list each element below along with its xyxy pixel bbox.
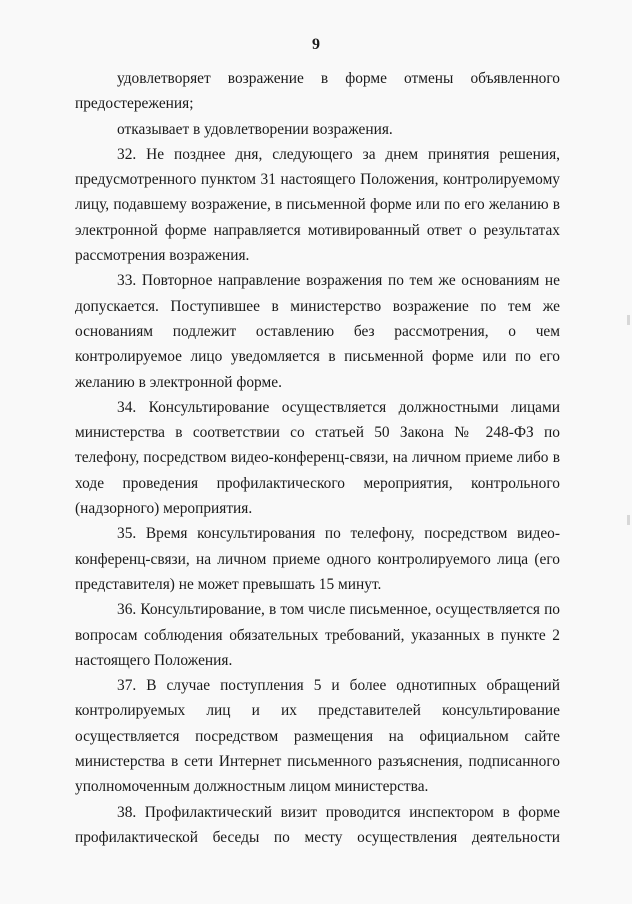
scan-artifact	[627, 315, 630, 325]
paragraph-32: 32. Не позднее дня, следующего за днем принятия решения, предусмотренного пунктом 31 настоящего Положения, контролируемому лицу, подавшему возражение, в письменной форме или по его желанию в электронной форме направляется мотивированный ответ о результатах рассмотрения возражения.	[75, 145, 560, 265]
page-number: 9	[312, 36, 320, 53]
document-body	[75, 66, 560, 850]
paragraph-38: 38. Профилактический визит проводится инспектором в форме профилактической беседы по месту осуществления деятельности	[75, 803, 560, 846]
paragraph-37: 37. В случае поступления 5 и более однотипных обращений контролируемых лиц и их представителей консультирование осуществляется посредством размещения на официальном сайте министерства в сети Интернет письменного разъяснения, подписанного уполномоченным должностным лицом министерства.	[75, 677, 560, 796]
paragraph-satisfy-objection: удовлетворяет возражение в форме отмены объявленного предостережения;	[75, 70, 560, 113]
paragraph-33: 33. Повторное направление возражения по тем же основаниям не допускается. Поступившее в министерство возражение по тем же основаниям подлежит оставлению без рассмотрения, о чем контролируемое лицо уведомляется в письменной форме или по его желанию в электронной форме.	[75, 272, 560, 391]
paragraph-36: 36. Консультирование, в том числе письменное, осуществляется по вопросам соблюдения обязательных требований, указанных в пункте 2 настоящего Положения.	[75, 601, 560, 669]
scan-artifact	[627, 515, 630, 525]
paragraph-34: 34. Консультирование осуществляется должностными лицами министерства в соответствии со статьей 50 Закона № 248-ФЗ по телефону, посредством видео-конференц-связи, на личном приеме либо в ходе проведения профилактического мероприятия, контрольного (надзорного) мероприятия.	[75, 398, 560, 518]
paragraph-refuse-objection: отказывает в удовлетворении возражения.	[117, 120, 393, 138]
paragraph-35: 35. Время консультирования по телефону, посредством видео-конференц-связи, на личном приеме одного контролируемого лица (его представителя) не может превышать 15 минут.	[75, 525, 560, 593]
